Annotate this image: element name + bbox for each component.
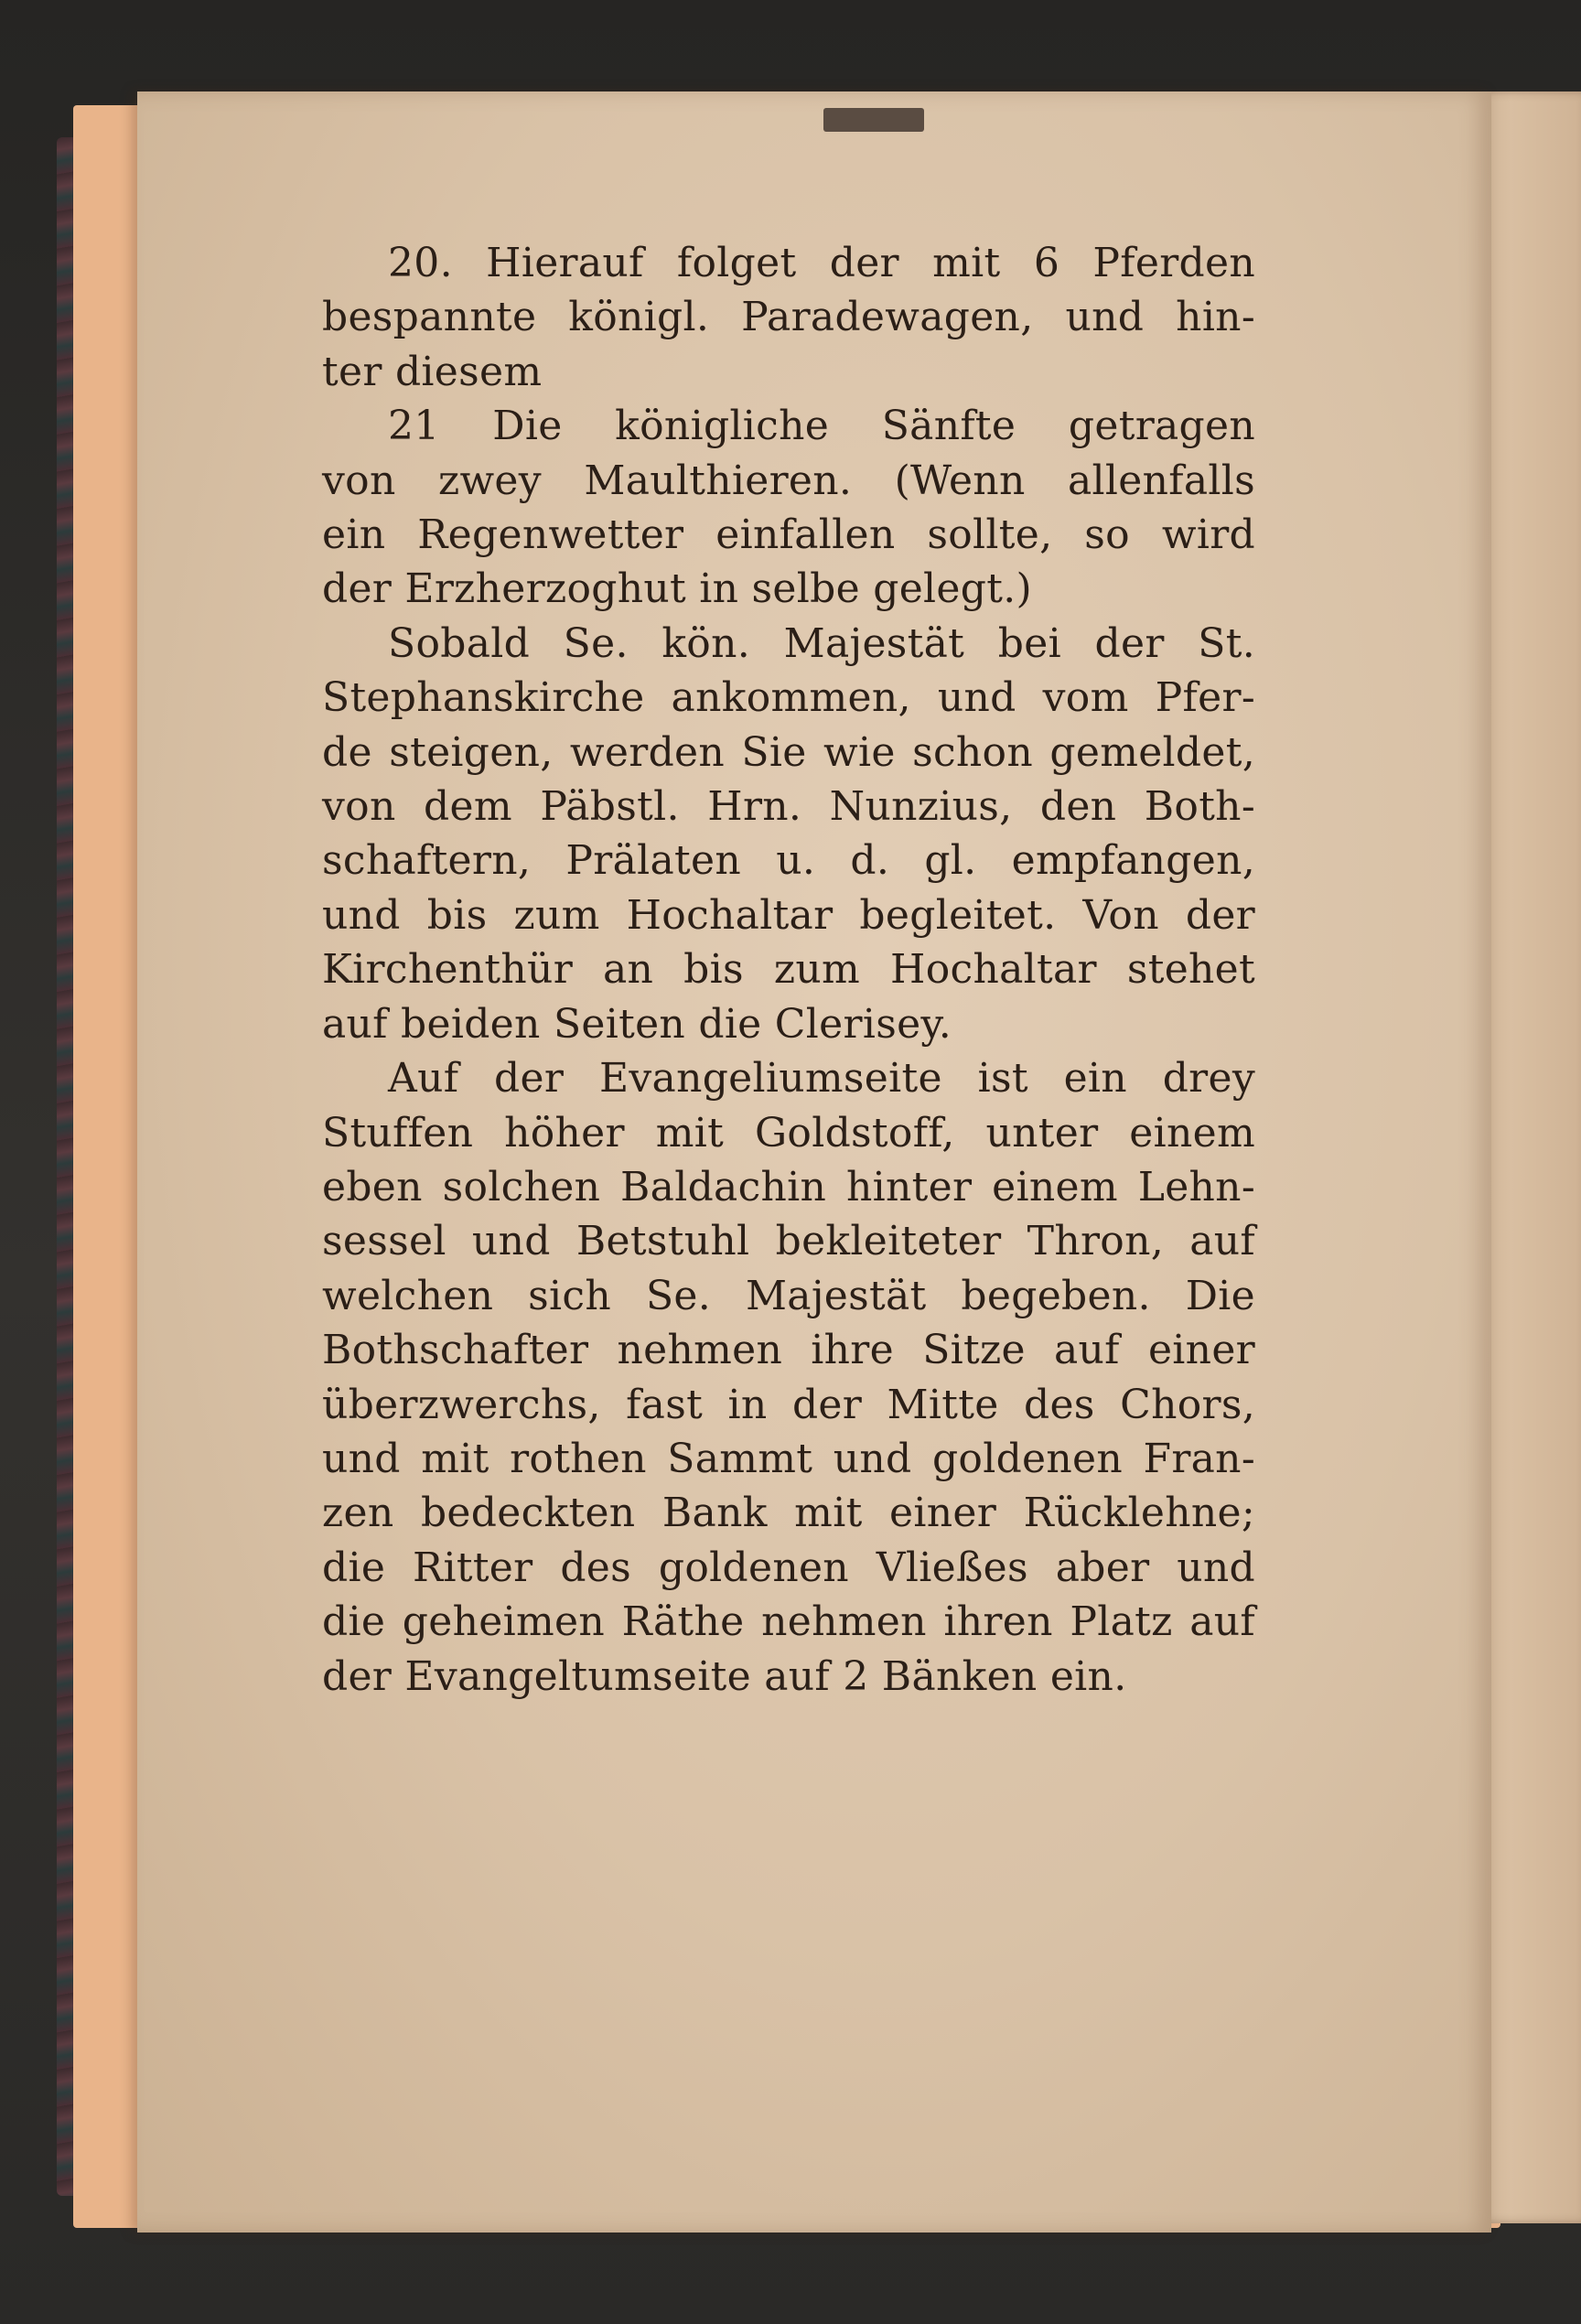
text-line: von zwey Maulthieren. (Wenn allenfalls	[322, 457, 1255, 504]
text-line: auf beiden Seiten die Clerisey.	[322, 1000, 952, 1048]
text-line: Kirchenthür an bis zum Hochaltar stehet	[322, 946, 1255, 994]
text-line: der Erzherzoghut in selbe gelegt.)	[322, 565, 1032, 613]
text-line: und bis zum Hochaltar begleitet. Von der	[322, 891, 1255, 939]
text-line: schaftern, Prälaten u. d. gl. empfangen,	[322, 837, 1255, 885]
text-line: Auf der Evangeliumseite ist ein drey	[388, 1055, 1255, 1103]
text-line: bespannte königl. Paradewagen, und hin-	[322, 294, 1255, 341]
text-line: welchen sich Se. Majestät begeben. Die	[322, 1272, 1255, 1319]
text-line: eben solchen Baldachin hinter einem Lehn-	[322, 1163, 1255, 1210]
text-line: sessel und Betstuhl bekleiteter Thron, auf	[322, 1218, 1255, 1265]
text-line: ter diesem	[322, 348, 543, 395]
text-line: überzwerchs, fast in der Mitte des Chors,	[322, 1381, 1255, 1428]
text-line: Stuffen höher mit Goldstoff, unter einem	[322, 1109, 1255, 1157]
page-text-block	[322, 236, 1255, 1704]
text-line: 21 Die königliche Sänfte getragen	[388, 403, 1255, 450]
text-line: die geheimen Räthe nehmen ihren Platz auf	[322, 1598, 1255, 1646]
binding-tape-mark	[823, 108, 924, 132]
text-line: von dem Päbstl. Hrn. Nunzius, den Both-	[322, 783, 1255, 831]
text-line: zen bedeckten Bank mit einer Rücklehne;	[322, 1490, 1255, 1537]
text-line: de steigen, werden Sie wie schon gemeldet,	[322, 728, 1255, 776]
text-line: und mit rothen Sammt und goldenen Fran-	[322, 1435, 1255, 1482]
text-line: Stephanskirche ankommen, und vom Pfer-	[322, 674, 1255, 722]
text-line: der Evangeltumseite auf 2 Bänken ein.	[322, 1652, 1127, 1700]
text-line: ein Regenwetter einfallen sollte, so wird	[322, 511, 1255, 559]
text-line: Sobald Se. kön. Majestät bei der St.	[388, 619, 1255, 667]
text-line: Bothschafter nehmen ihre Sitze auf einer	[322, 1327, 1255, 1374]
text-line: 20. Hierauf folget der mit 6 Pferden	[388, 240, 1255, 286]
text-line: die Ritter des goldenen Vließes aber und	[322, 1544, 1255, 1591]
